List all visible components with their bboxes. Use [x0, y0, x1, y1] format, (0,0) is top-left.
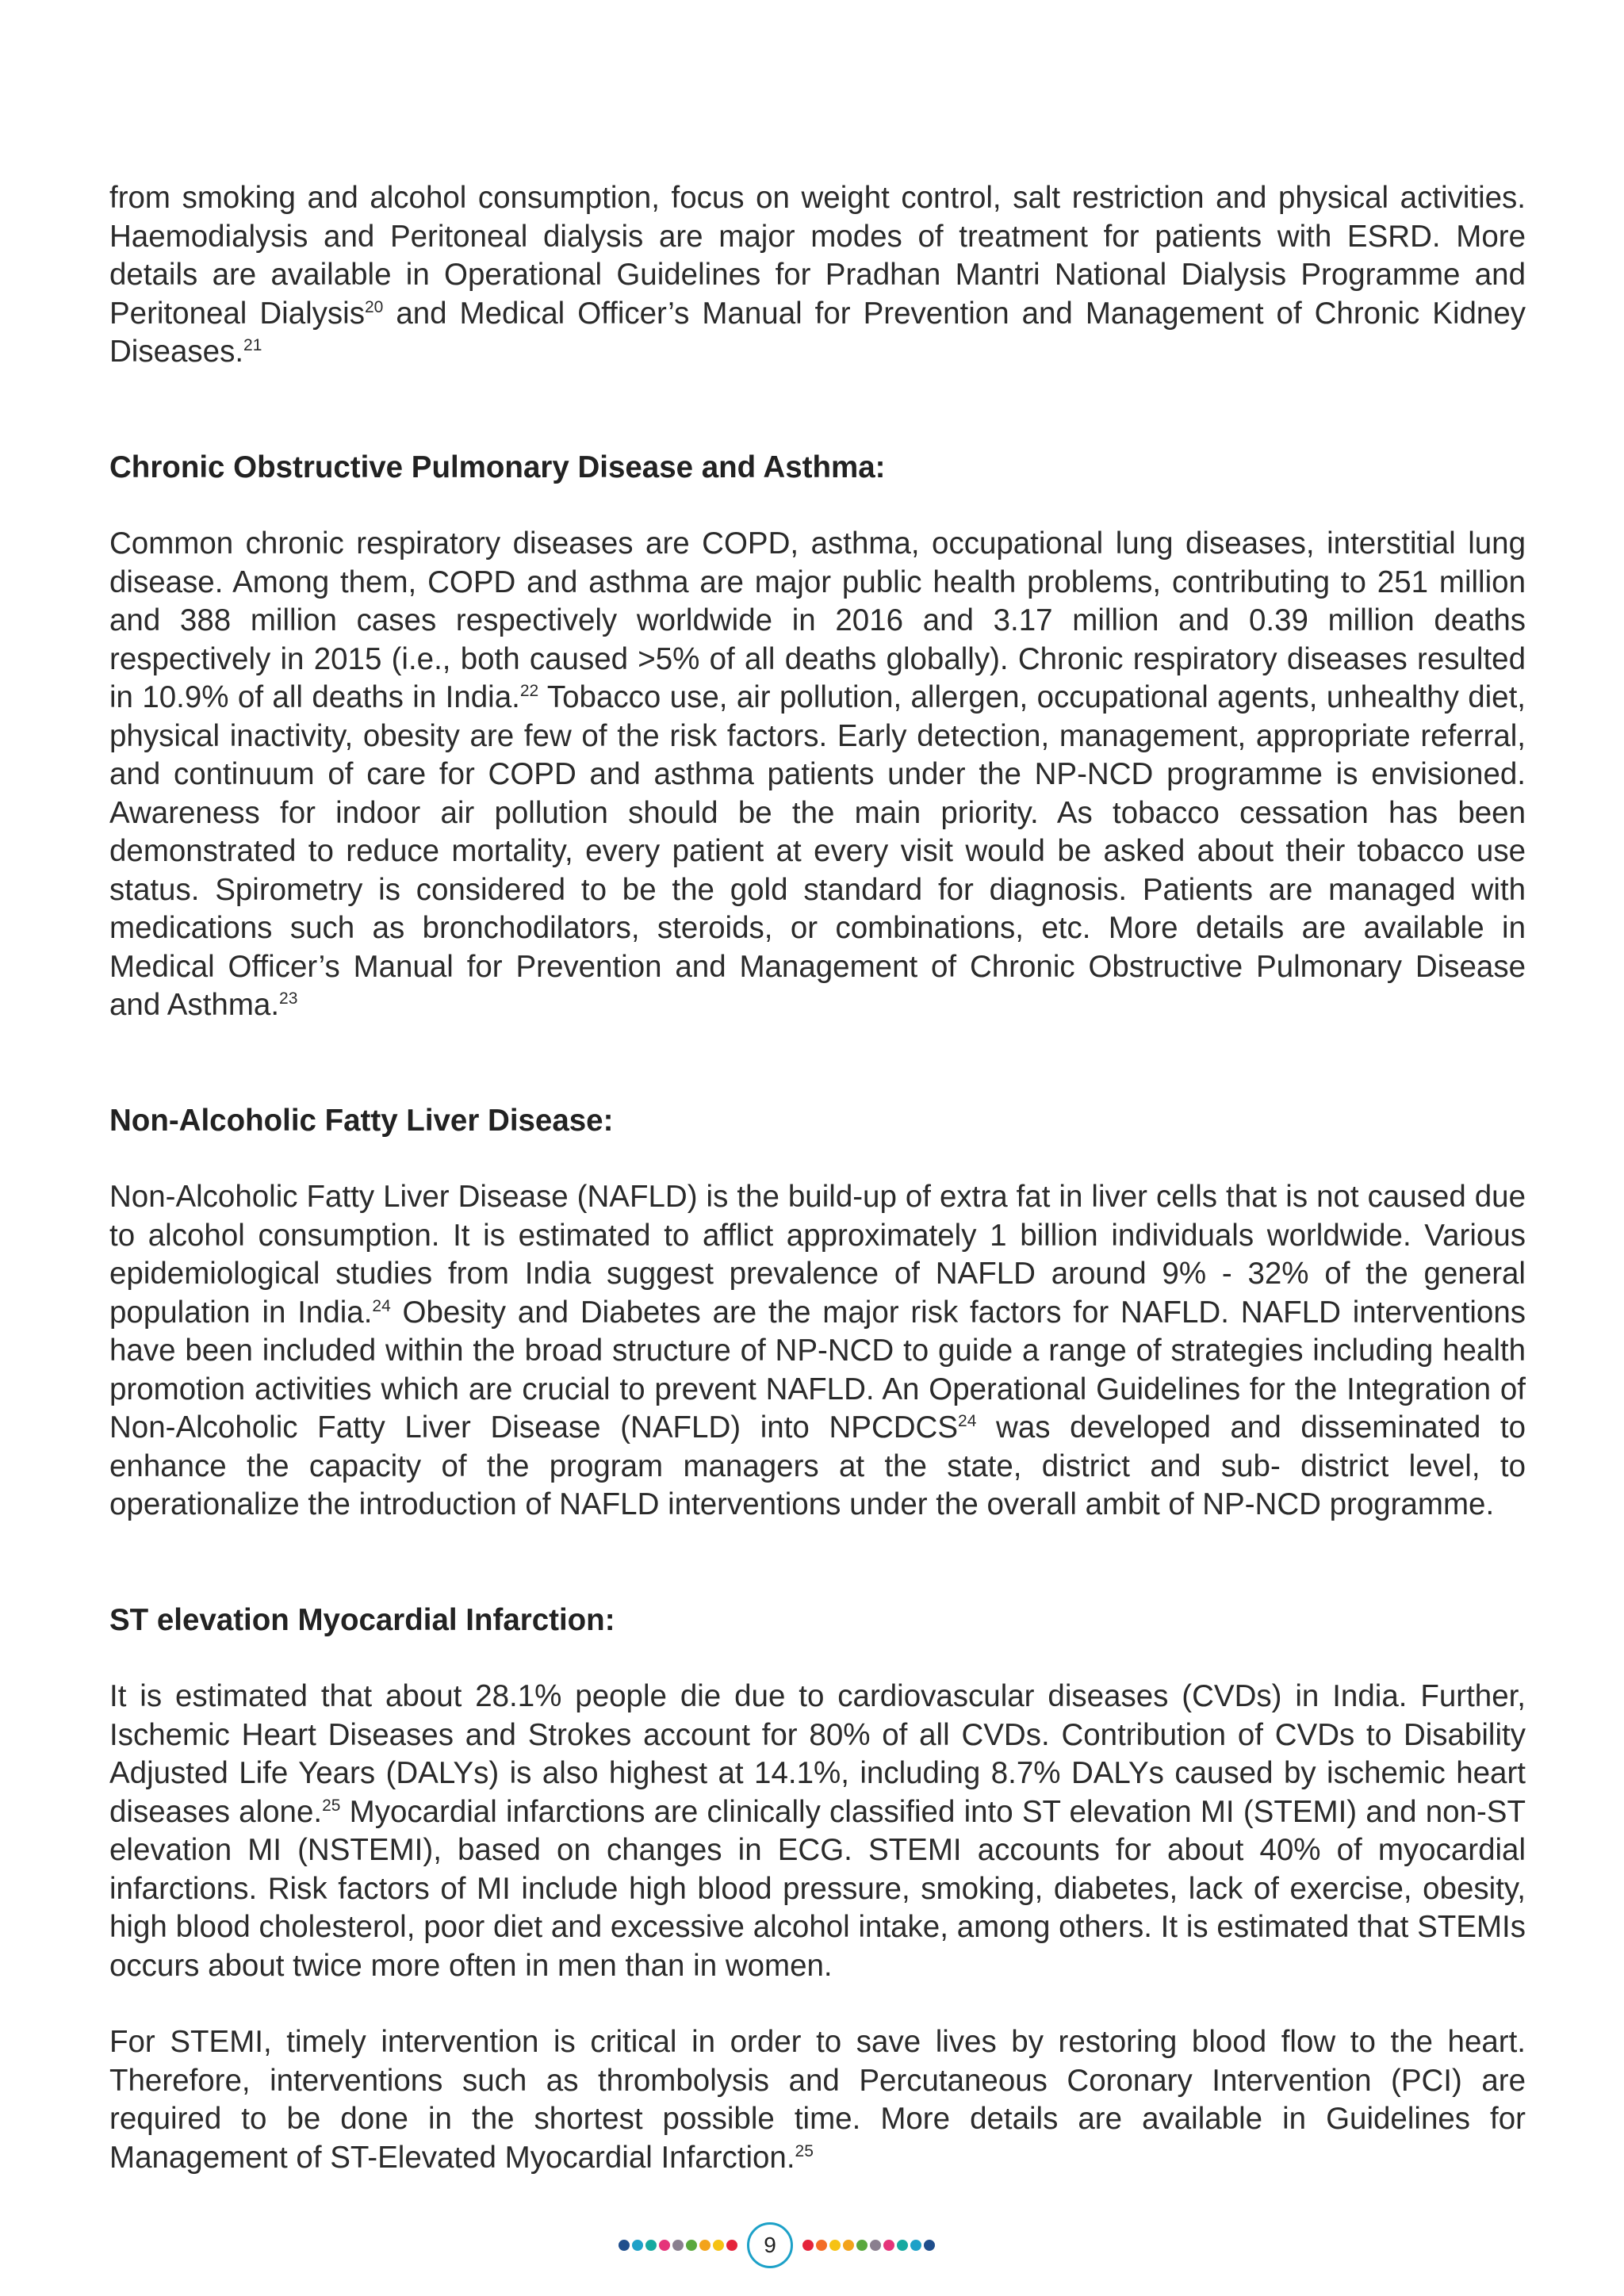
copd-text-2: Tobacco use, air pollution, allergen, occupational agents, unhealthy diet, physical inactivity, obesity are few of the risk factors. Early detection, management, appropriate referral, and continuum of care for COPD and asthma patients under the NP-NCD programme is envisioned. Awareness for indoor air pollution should be the main priority. As tobacco cessation has been demonstrated to reduce mortality, every patient at every visit would be asked about their tobacco use status. Spirometry is considered to be the gold standard for diagnosis. Patients are managed with medications such as bronchodilators, steroids, or combinations, etc. More details are available in Medical Officer’s Manual for Prevention and Management of Chronic Obstructive Pulmonary Disease and Asthma.	[109, 680, 1526, 1022]
nafld-text-3: was developed and disseminated to enhance the capacity of the program managers at the state, district and sub- district level, to operationalize the introduction of NAFLD interventions under the overall ambit of NP-NCD programme.	[109, 1410, 1526, 1521]
footer-dot	[645, 2240, 657, 2251]
footnote-ref: 24	[958, 1412, 977, 1431]
footer-dot	[632, 2240, 643, 2251]
intro-text-2: and Medical Officer’s Manual for Prevention and Management of Chronic Kidney Diseases.	[109, 296, 1526, 369]
footer-dot	[619, 2240, 630, 2251]
copd-text-1: Common chronic respiratory diseases are COPD, asthma, occupational lung diseases, interstitial lung disease. Among them, COPD and asthma are major public health problems, contributing to 251 million and 388 million cases respectively worldwide in 2016 and 3.17 million and 0.39 million deaths respectively in 2015 (i.e., both caused >5% of all deaths globally). Chronic respiratory diseases resulted in 10.9% of all deaths in India.	[109, 526, 1526, 714]
footer-dot	[802, 2240, 814, 2251]
footnote-ref: 21	[243, 336, 262, 355]
intro-text-1: from smoking and alcohol consumption, focus on weight control, salt restriction and physical activities. Haemodialysis and Peritoneal dialysis are major modes of treatment for patients with ESRD. More details are available in Operational Guidelines for Pradhan Mantri National Dialysis Programme and Peritoneal Dialysis	[109, 181, 1526, 331]
copd-paragraph	[109, 525, 1526, 1025]
copd-heading: Chronic Obstructive Pulmonary Disease and Asthma:	[109, 450, 886, 484]
footer-dot	[713, 2240, 724, 2251]
stemi-text-1: It is estimated that about 28.1% people die due to cardiovascular diseases (CVDs) in India. Further, Ischemic Heart Diseases and Strokes account for 80% of all CVDs. Contribution of CVDs to Disability Adjusted Life Years (DALYs) is also highest at 14.1%, including 8.7% DALYs caused by ischemic heart diseases alone.	[109, 1679, 1526, 1829]
stemi-text-2: Myocardial infarctions are clinically classified into ST elevation MI (STEMI) and non-ST elevation MI (NSTEMI), based on changes in ECG. STEMI accounts for about 40% of myocardial infarctions. Risk factors of MI include high blood pressure, smoking, diabetes, lack of exercise, obesity, high blood cholesterol, poor diet and excessive alcohol intake, among others. It is estimated that STEMIs occurs about twice more often in men than in women.	[109, 1794, 1526, 1983]
stemi-text-3: For STEMI, timely intervention is critical in order to save lives by restoring blood flow to the heart. Therefore, interventions such as thrombolysis and Percutaneous Coronary Intervention (PCI) are required to be done in the shortest possible time. More details are available in Guidelines for Management of ST-Elevated Myocardial Infarction.	[109, 2025, 1526, 2175]
footnote-ref: 22	[519, 682, 539, 701]
right-dot-strip	[802, 2240, 935, 2251]
footer-dot	[883, 2240, 894, 2251]
footer-dot	[870, 2240, 881, 2251]
footer-dot	[897, 2240, 908, 2251]
intro-paragraph	[109, 179, 1526, 372]
footer-dot	[843, 2240, 854, 2251]
page-number: 9	[747, 2222, 793, 2268]
footnote-ref: 24	[372, 1296, 391, 1315]
nafld-heading: Non-Alcoholic Fatty Liver Disease:	[109, 1103, 614, 1138]
footnote-ref: 20	[364, 297, 384, 316]
nafld-text-2: Obesity and Diabetes are the major risk factors for NAFLD. NAFLD interventions have been included within the broad structure of NP-NCD to guide a range of strategies including health promotion activities which are crucial to prevent NAFLD. An Operational Guidelines for the Integration of Non-Alcoholic Fatty Liver Disease (NAFLD) into NPCDCS	[109, 1295, 1526, 1445]
footer-dot	[924, 2240, 935, 2251]
footer-dot	[659, 2240, 670, 2251]
footer-dot	[910, 2240, 921, 2251]
footer-ornament	[619, 2220, 935, 2271]
footer-dot	[699, 2240, 710, 2251]
left-dot-strip	[619, 2240, 737, 2251]
footnote-ref: 23	[279, 989, 298, 1008]
document-body	[109, 179, 1526, 2177]
nafld-paragraph	[109, 1178, 1526, 1525]
footer-dot	[829, 2240, 841, 2251]
stemi-paragraph-2	[109, 2023, 1526, 2177]
footnote-ref: 25	[795, 2141, 814, 2160]
footer-dot	[726, 2240, 737, 2251]
stemi-paragraph-1	[109, 1678, 1526, 1985]
footnote-ref: 25	[322, 1796, 341, 1815]
footer-dot	[672, 2240, 684, 2251]
footer-dot	[856, 2240, 868, 2251]
footer-dot	[816, 2240, 827, 2251]
nafld-text-1: Non-Alcoholic Fatty Liver Disease (NAFLD) is the build-up of extra fat in liver cells that is not caused due to alcohol consumption. It is estimated to afflict approximately 1 billion individuals worldwide. Various epidemiological studies from India suggest prevalence of NAFLD around 9% - 32% of the general population in India.	[109, 1180, 1526, 1330]
stemi-heading: ST elevation Myocardial Infarction:	[109, 1602, 615, 1637]
footer-dot	[686, 2240, 697, 2251]
